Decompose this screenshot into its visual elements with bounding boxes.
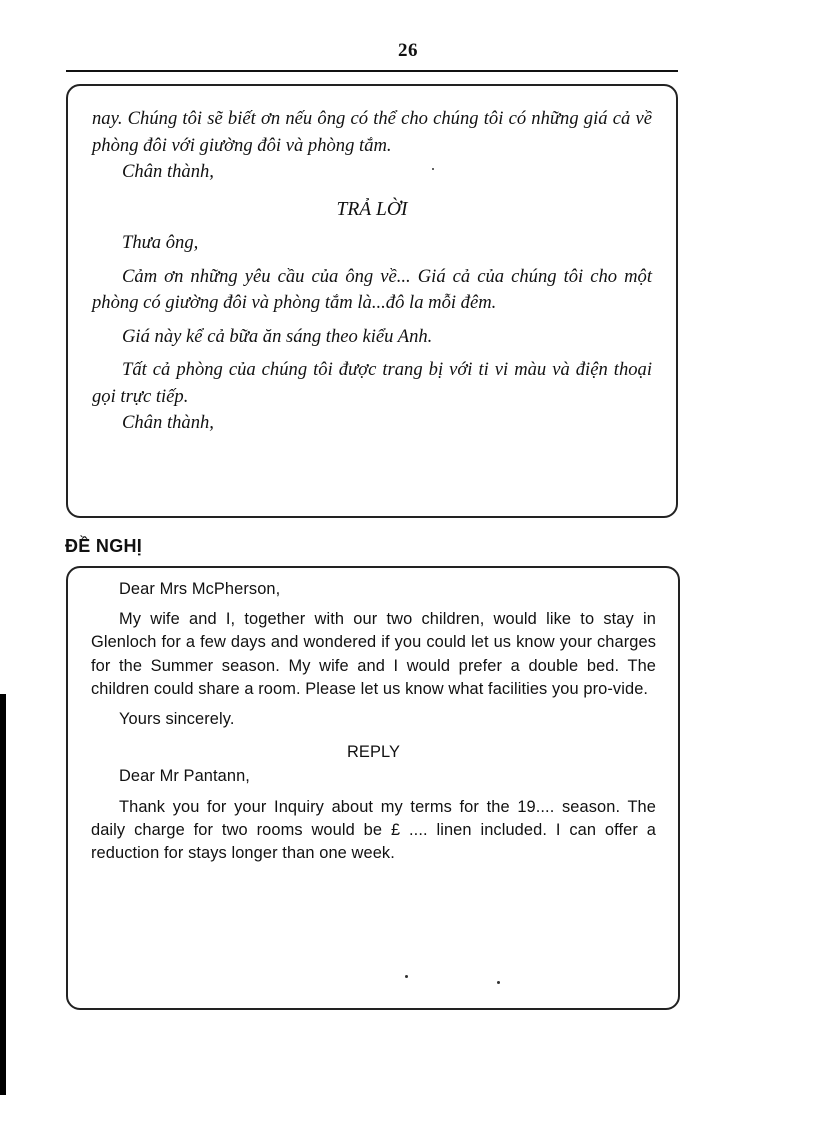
scan-speck [405,975,408,978]
vi-paragraph-1: nay. Chúng tôi sẽ biết ơn nếu ông có thể cho chúng tôi có những giá cả về phòng đôi với giường đôi và phòng tắm. [92,108,652,156]
english-letter-box [66,566,680,1010]
vi-paragraph-2: Cảm ơn những yêu cầu của ông về... Giá cả của chúng tôi cho một phòng có giường đôi và phòng tắm là...đô la mỗi đêm. [92,265,652,313]
vi-closing-2: Chân thành, [122,412,214,433]
en-paragraph-2: Thank you for your Inquiry about my terms for the 19.... season. The daily charge for two rooms would be £ .... linen included. I can offer a reduction for stays longer than one week. [91,797,656,863]
header-rule [66,70,678,72]
scan-edge-bar [0,694,6,1095]
vi-paragraph-3: Giá này kể cả bữa ăn sáng theo kiểu Anh. [122,325,433,347]
en-closing: Yours sincerely. [119,710,235,729]
en-salutation-2: Dear Mr Pantann, [119,767,250,786]
vi-reply-heading: TRẢ LỜI [336,198,408,220]
en-reply-heading: REPLY [346,743,401,762]
section-heading: ĐỀ NGHỊ [65,536,143,556]
en-salutation-1: Dear Mrs McPherson, [119,580,281,598]
vietnamese-letter-box [66,84,678,518]
page-number: 26 [398,40,418,61]
vi-closing-1: Chân thành, [122,161,214,182]
scan-speck [432,168,434,170]
vi-salutation: Thưa ông, [122,232,199,253]
vi-paragraph-4: Tất cả phòng của chúng tôi được trang bị với ti vi màu và điện thoại gọi trực tiếp. [92,359,652,407]
en-paragraph-1: My wife and I, together with our two children, would like to stay in Glenloch for a few days and wondered if you could let us know your charges for the Summer season. My wife and I would prefer a double bed. The children could share a room. Please let us know what facilities you pro-vide. [91,610,656,698]
scan-speck [497,981,500,984]
